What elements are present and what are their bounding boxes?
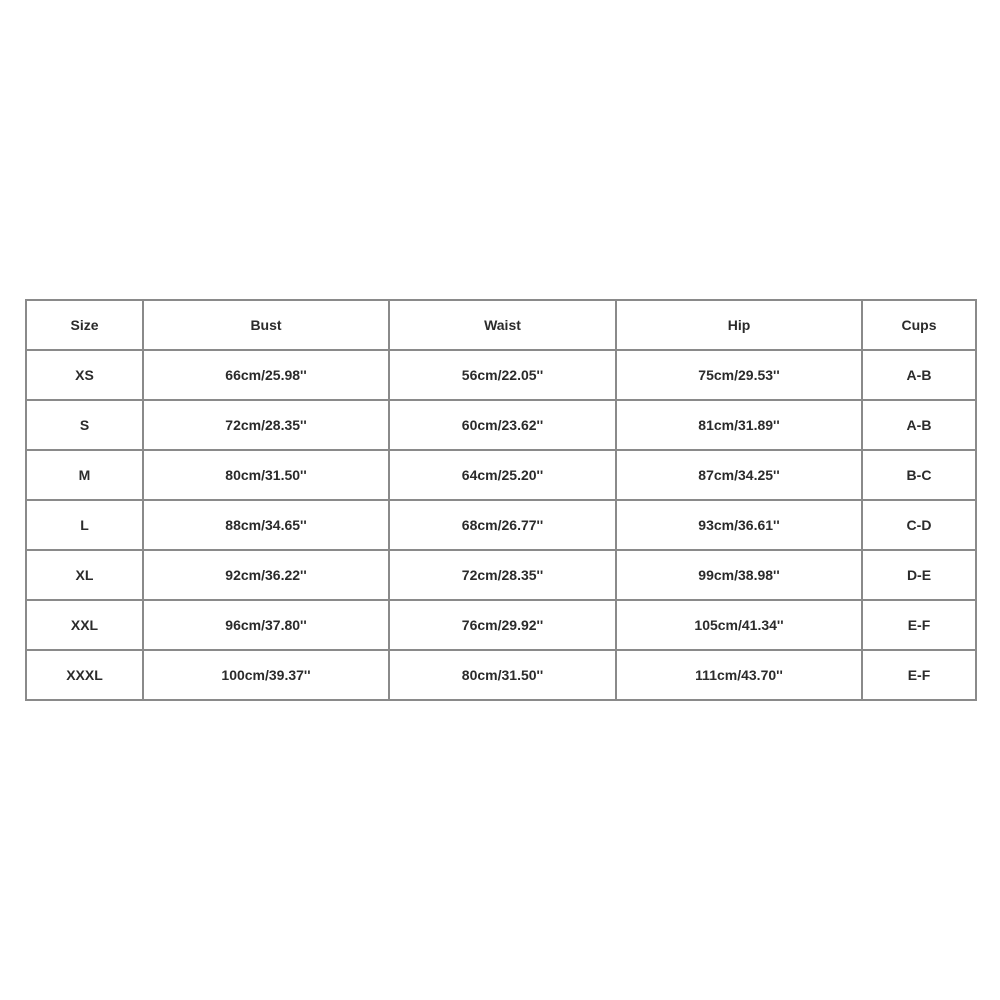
table-row [26, 500, 976, 550]
table-row [26, 550, 976, 600]
cell-size: S [26, 400, 143, 450]
cell-hip: 99cm/38.98'' [616, 550, 862, 600]
cell-cups: E-F [862, 650, 976, 700]
cell-bust: 96cm/37.80'' [143, 600, 389, 650]
size-chart-table [25, 299, 977, 701]
cell-waist: 60cm/23.62'' [389, 400, 616, 450]
cell-bust: 80cm/31.50'' [143, 450, 389, 500]
header-size: Size [26, 300, 143, 350]
cell-waist: 72cm/28.35'' [389, 550, 616, 600]
cell-cups: C-D [862, 500, 976, 550]
table-header-row [26, 300, 976, 350]
header-cups: Cups [862, 300, 976, 350]
table-row [26, 450, 976, 500]
cell-hip: 75cm/29.53'' [616, 350, 862, 400]
header-hip: Hip [616, 300, 862, 350]
cell-bust: 92cm/36.22'' [143, 550, 389, 600]
cell-size: XL [26, 550, 143, 600]
cell-hip: 105cm/41.34'' [616, 600, 862, 650]
cell-cups: D-E [862, 550, 976, 600]
cell-bust: 66cm/25.98'' [143, 350, 389, 400]
cell-size: XXL [26, 600, 143, 650]
cell-size: XS [26, 350, 143, 400]
cell-waist: 80cm/31.50'' [389, 650, 616, 700]
table-row [26, 600, 976, 650]
cell-hip: 93cm/36.61'' [616, 500, 862, 550]
cell-waist: 64cm/25.20'' [389, 450, 616, 500]
cell-cups: E-F [862, 600, 976, 650]
cell-cups: A-B [862, 400, 976, 450]
header-waist: Waist [389, 300, 616, 350]
header-bust: Bust [143, 300, 389, 350]
cell-cups: A-B [862, 350, 976, 400]
table-row [26, 400, 976, 450]
cell-size: L [26, 500, 143, 550]
cell-waist: 68cm/26.77'' [389, 500, 616, 550]
cell-cups: B-C [862, 450, 976, 500]
cell-size: M [26, 450, 143, 500]
cell-hip: 111cm/43.70'' [616, 650, 862, 700]
cell-waist: 56cm/22.05'' [389, 350, 616, 400]
table-row [26, 350, 976, 400]
cell-waist: 76cm/29.92'' [389, 600, 616, 650]
cell-bust: 72cm/28.35'' [143, 400, 389, 450]
cell-bust: 88cm/34.65'' [143, 500, 389, 550]
cell-hip: 81cm/31.89'' [616, 400, 862, 450]
cell-size: XXXL [26, 650, 143, 700]
table-row [26, 650, 976, 700]
cell-bust: 100cm/39.37'' [143, 650, 389, 700]
cell-hip: 87cm/34.25'' [616, 450, 862, 500]
